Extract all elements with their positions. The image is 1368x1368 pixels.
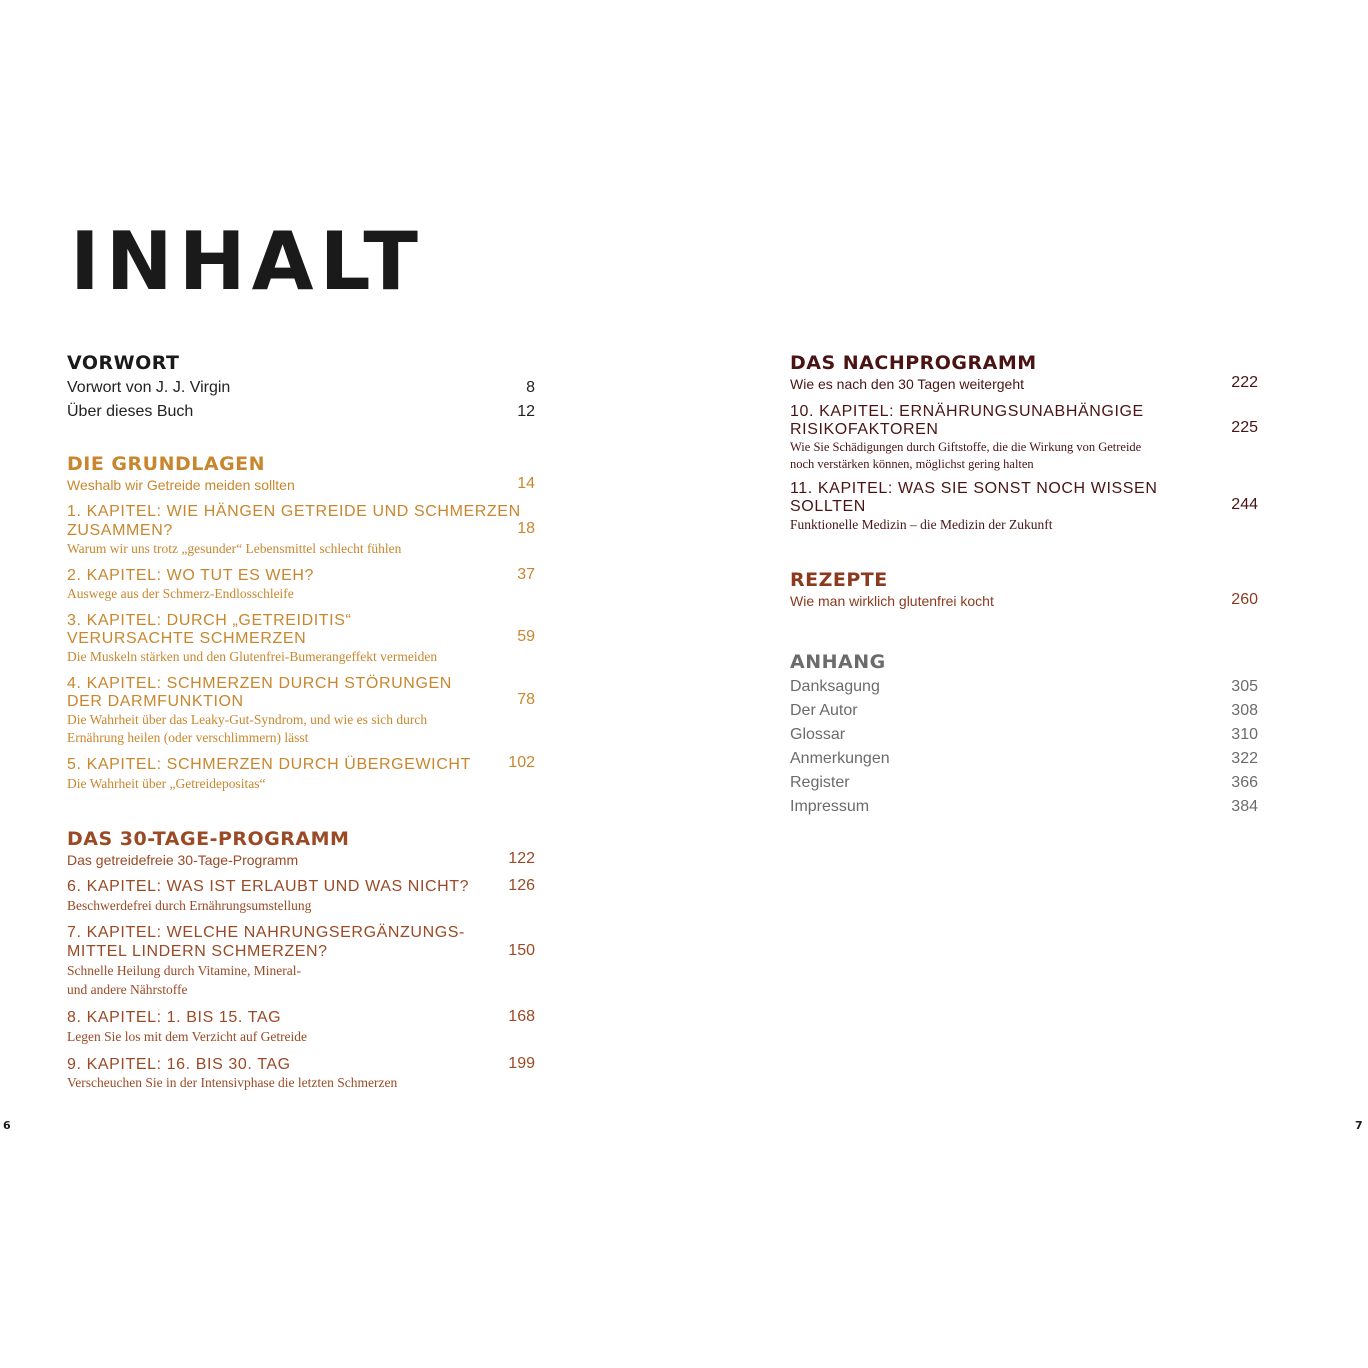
chapter-title: 5. KAPITEL: SCHMERZEN DURCH ÜBERGEWICHT bbox=[67, 756, 471, 773]
chapter-page: 225 bbox=[1231, 419, 1258, 436]
chapter-page: 102 bbox=[508, 754, 535, 771]
toc-entry-page: 8 bbox=[526, 379, 535, 396]
section-heading-grundlagen: DIE GRUNDLAGEN bbox=[67, 453, 266, 475]
chapter-title-cont: ZUSAMMEN? bbox=[67, 522, 173, 539]
chapter-page: 78 bbox=[517, 691, 535, 708]
section-lead: Wie es nach den 30 Tagen weitergeht bbox=[790, 376, 1025, 392]
chapter-title: 4. KAPITEL: SCHMERZEN DURCH STÖRUNGEN bbox=[67, 675, 452, 692]
chapter-subtitle-cont: noch verstärken können, möglichst gering halten bbox=[790, 457, 1034, 471]
chapter-title: 9. KAPITEL: 16. BIS 30. TAG bbox=[67, 1056, 291, 1073]
section-heading-nachprogramm: DAS NACHPROGRAMM bbox=[790, 352, 1037, 374]
chapter-title-cont: DER DARMFUNKTION bbox=[67, 693, 244, 710]
chapter-subtitle: Die Muskeln stärken und den Glutenfrei-Bumerangeffekt vermeiden bbox=[67, 649, 438, 664]
section-lead-page: 260 bbox=[1231, 591, 1258, 608]
chapter-page: 126 bbox=[508, 877, 535, 894]
chapter-subtitle: Wie Sie Schädigungen durch Giftstoffe, die die Wirkung von Getreide bbox=[790, 440, 1142, 454]
toc-entry-label: Über dieses Buch bbox=[67, 403, 194, 420]
page-title: INHALT bbox=[70, 215, 424, 308]
toc-entry-page: 322 bbox=[1231, 750, 1258, 767]
section-lead: Weshalb wir Getreide meiden sollten bbox=[67, 477, 295, 493]
toc-entry-label: Anmerkungen bbox=[790, 750, 890, 767]
chapter-subtitle: Warum wir uns trotz „gesunder“ Lebensmittel schlecht fühlen bbox=[67, 541, 402, 556]
chapter-page: 18 bbox=[517, 520, 535, 537]
chapter-page: 168 bbox=[508, 1008, 535, 1025]
chapter-subtitle: Die Wahrheit über das Leaky-Gut-Syndrom, und wie es sich durch bbox=[67, 712, 428, 727]
toc-entry-label: Der Autor bbox=[790, 702, 858, 719]
chapter-subtitle: Verscheuchen Sie in der Intensivphase die letzten Schmerzen bbox=[67, 1075, 398, 1090]
chapter-title: 6. KAPITEL: WAS IST ERLAUBT UND WAS NICHT? bbox=[67, 878, 470, 895]
toc-entry-page: 305 bbox=[1231, 678, 1258, 695]
chapter-subtitle: Die Wahrheit über „Getreidepositas“ bbox=[67, 776, 266, 791]
chapter-subtitle-cont: Ernährung heilen (oder verschlimmern) lässt bbox=[67, 730, 309, 745]
section-lead-page: 122 bbox=[508, 850, 535, 867]
chapter-title-cont: MITTEL LINDERN SCHMERZEN? bbox=[67, 943, 328, 960]
toc-entry-label: Register bbox=[790, 774, 850, 791]
chapter-title: 8. KAPITEL: 1. BIS 15. TAG bbox=[67, 1009, 282, 1026]
section-heading-vorwort: VORWORT bbox=[67, 352, 180, 374]
chapter-title: 2. KAPITEL: WO TUT ES WEH? bbox=[67, 567, 315, 584]
chapter-page: 244 bbox=[1231, 496, 1258, 513]
section-heading-rezepte: REZEPTE bbox=[790, 569, 888, 591]
section-lead-page: 14 bbox=[517, 475, 535, 492]
toc-entry-page: 366 bbox=[1231, 774, 1258, 791]
page-number-left: 6 bbox=[3, 1119, 11, 1132]
toc-entry-label: Glossar bbox=[790, 726, 846, 743]
chapter-title: 1. KAPITEL: WIE HÄNGEN GETREIDE UND SCHMERZEN bbox=[67, 503, 521, 520]
chapter-subtitle: Funktionelle Medizin – die Medizin der Zukunft bbox=[790, 517, 1053, 532]
toc-entry-page: 12 bbox=[517, 403, 535, 420]
chapter-page: 150 bbox=[508, 942, 535, 959]
chapter-subtitle-cont: und andere Nährstoffe bbox=[67, 982, 188, 997]
chapter-subtitle: Schnelle Heilung durch Vitamine, Mineral- bbox=[67, 963, 302, 978]
chapter-title: 3. KAPITEL: DURCH „GETREIDITIS“ bbox=[67, 612, 352, 629]
chapter-title-cont: VERURSACHTE SCHMERZEN bbox=[67, 630, 307, 647]
chapter-subtitle: Legen Sie los mit dem Verzicht auf Getreide bbox=[67, 1029, 308, 1044]
chapter-page: 59 bbox=[517, 628, 535, 645]
chapter-title: 10. KAPITEL: ERNÄHRUNGSUNABHÄNGIGE bbox=[790, 403, 1144, 420]
chapter-page: 37 bbox=[517, 566, 535, 583]
chapter-subtitle: Auswege aus der Schmerz-Endlosschleife bbox=[67, 586, 294, 601]
toc-entry-page: 384 bbox=[1231, 798, 1258, 815]
chapter-page: 199 bbox=[508, 1055, 535, 1072]
section-lead-page: 222 bbox=[1231, 374, 1258, 391]
toc-entry-label: Danksagung bbox=[790, 678, 880, 695]
toc-entry-label: Vorwort von J. J. Virgin bbox=[67, 379, 231, 396]
section-lead: Das getreidefreie 30-Tage-Programm bbox=[67, 852, 299, 868]
chapter-title: 11. KAPITEL: WAS SIE SONST NOCH WISSEN bbox=[790, 480, 1158, 497]
toc-entry-page: 310 bbox=[1231, 726, 1258, 743]
toc-entry-label: Impressum bbox=[790, 798, 870, 815]
page-number-right: 7 bbox=[1355, 1119, 1363, 1132]
toc-entry-page: 308 bbox=[1231, 702, 1258, 719]
section-lead: Wie man wirklich glutenfrei kocht bbox=[790, 593, 994, 609]
section-heading-anhang: ANHANG bbox=[790, 651, 886, 673]
chapter-title-cont: RISIKOFAKTOREN bbox=[790, 421, 939, 438]
chapter-title-cont: SOLLTEN bbox=[790, 498, 866, 515]
chapter-title: 7. KAPITEL: WELCHE NAHRUNGSERGÄNZUNGS- bbox=[67, 924, 465, 941]
section-heading-programm: DAS 30-TAGE-PROGRAMM bbox=[67, 828, 350, 850]
chapter-subtitle: Beschwerdefrei durch Ernährungsumstellung bbox=[67, 898, 312, 913]
